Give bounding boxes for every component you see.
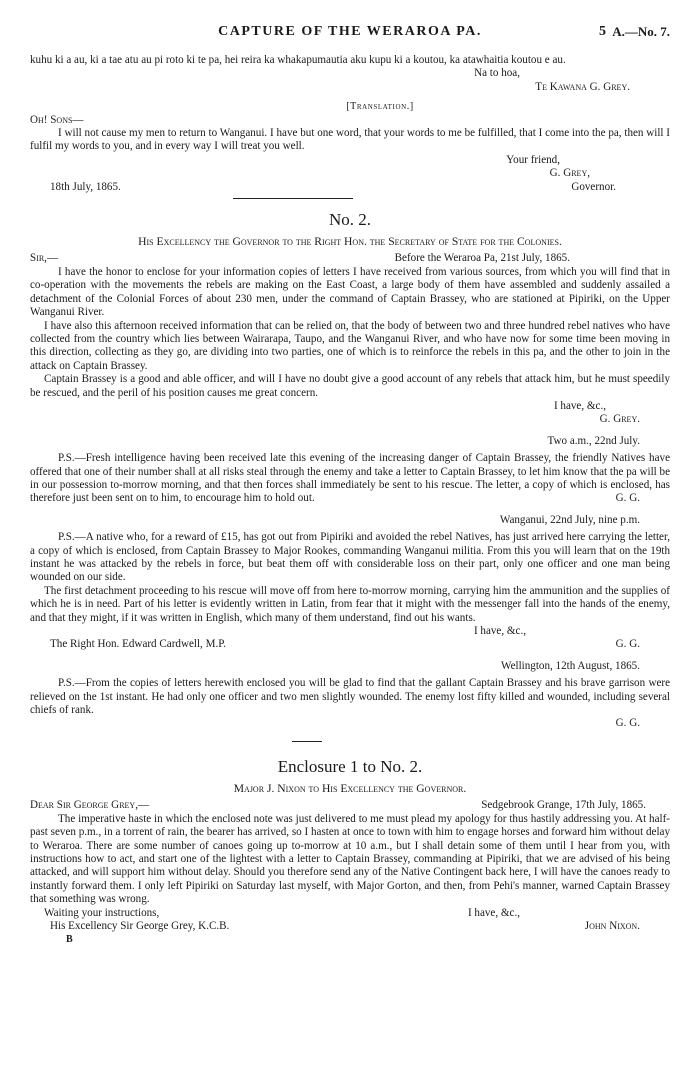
enclosure-closing: I have, &c., xyxy=(467,906,520,919)
enclosure-subheading: Major J. Nixon to His Excellency the Governor. xyxy=(233,781,467,795)
enclosure-waiting: Waiting your instructions, xyxy=(44,906,160,919)
translation-signature-name: G. Grey, xyxy=(549,167,590,180)
enclosure-dateline: Sedgebrook Grange, 17th July, 1865. xyxy=(481,799,646,812)
ps3-text: P.S.—From the copies of letters herewith enclosed you will be glad to find that the gallant Captain Brassey and his brave garrison were relieved on the 1st instant. He had only one officer and two men slightly wounded. The enemy lost fifty killed and wounded, including several chiefs of rank. xyxy=(30,677,670,717)
no2-subheading: His Excellency the Governor to the Right Hon. the Secretary of State for the Colonies. xyxy=(138,235,562,249)
no2-signature: G. Grey. xyxy=(599,413,640,426)
signature-mark: B xyxy=(66,934,73,946)
ps2-paragraph-2: The first detachment proceeding to his rescue will move off from here to-morrow morning, carrying him the ammunition and the supplies of which he is in need. Part of his letter is evidently written in Latin, from fear that it might with the messenger fall into the hands of the enemy, and that they might, if it was written in English, which many of them understand, find out his wants. xyxy=(30,584,670,624)
paper-reference: A.—No. 7. xyxy=(612,24,670,39)
no2-closing: I have, &c., xyxy=(553,399,606,412)
translation-closing: Your friend, xyxy=(506,153,560,166)
ps1-signature: G. G. xyxy=(615,492,640,505)
enclosure-addressee: His Excellency Sir George Grey, K.C.B. xyxy=(50,919,230,932)
ps2-paragraph-1: P.S.—A native who, for a reward of £15, has got out from Pipiriki and avoided the rebel Natives, has just arrived here carrying the letter, a copy of which is enclosed, from Captain Brassey to Major Rookes, commanding Wanganui militia. From this you will learn that on the 19th instant he was attacked by the rebels in force, but beat them off with considerable loss on their part, only one officer and one man being wounded on our side. xyxy=(30,531,670,584)
translation-body: I will not cause my men to return to Wanganui. I have but one word, that your words to me be fulfilled, that I come into the pa, then will I fulfil my words to you, and in every way I will treat you well. xyxy=(30,127,670,153)
running-header xyxy=(30,24,670,50)
ps2-signature: G. G. xyxy=(615,638,640,651)
maori-letter-signature: Te Kawana G. Grey. xyxy=(535,80,630,93)
maori-letter-closing: Na to hoa, xyxy=(474,67,520,80)
ps1-text: P.S.—Fresh intelligence having been received late this evening of the increasing danger of Captain Brassey, the friendly Natives have offered that one of their number shall at all risks steal through the enemy and take a letter to Captain Brassey, to let him know that the pa will be in our possession to-morrow morning, and that then forces shall immediately be sent to his rescue. The letter, a copy of which is enclosed, has therefore just been sent on to him, to encourage him to hold out. xyxy=(30,452,670,505)
translation-label: [Translation.] xyxy=(346,101,414,113)
ps3-signature: G. G. xyxy=(615,717,640,730)
no2-salutation: Sir,— xyxy=(30,252,59,265)
no2-heading: No. 2. xyxy=(328,210,372,230)
enclosure-signature: John Nixon. xyxy=(584,919,640,932)
no2-paragraph-1: I have the honor to enclose for your information copies of letters I have received from various sources, from which you will find that in co-operation with the movements the rebels are making on the East Coast, a large body of them have assembled and suddenly assailed a detachment of the Colonial Forces of about 230 men, under the command of Captain Brassey, who are stationed at Pipiriki, on the Upper Wanganui River. xyxy=(30,265,670,319)
enclosure-body: The imperative haste in which the enclosed note was just delivered to me must plead my apology for thus hastily addressing you. At half-past seven p.m., in a torrent of rain, the bearer has arrived, so I hasten at once to town with him to engage horses and forward him without delay to Weraroa. There are some number of canoes going up to-morrow at 10 a.m., but I shall detain some of them until I hear from you, with instructions how to act, and start one of the lightest with a letter to Captain Brassey, commanding at Pipiriki, that we are advised of his being attacked, and will support him without delay. Should you therefore send any of the Native Contingent back here, I will have the canoes ready to instantly forward them. I only left Pipiriki on Saturday last myself, with Major Gorton, and then, from Pehi's manner, warned Captain Brassey that something was wrong. xyxy=(30,812,670,906)
no2-paragraph-3: Captain Brassey is a good and able officer, and will I have no doubt give a good account of any rebels that attack him, but he must speedily be rescued, and the peril of his position causes me great concern. xyxy=(30,373,670,399)
no2-paragraph-2: I have also this afternoon received information that can be relied on, that the body of between two and three hundred rebel natives who have collected from the country which lies between Wairarapa, Taupo, and the Wanganui River, and who have now for some time been moving in this direction, collecting as they go, are dividing into two parties, one of which is to reinforce the rebels in this pa, and the other to join in the attack on Captain Brassey. xyxy=(30,319,670,372)
ps2-dateline: Wanganui, 22nd July, nine p.m. xyxy=(499,513,640,526)
page-title: CAPTURE OF THE WERAROA PA. xyxy=(218,24,482,39)
document-page xyxy=(30,24,670,947)
enclosure-heading: Enclosure 1 to No. 2. xyxy=(277,756,423,776)
page-number: 5 xyxy=(599,24,606,39)
no2-addressee: The Right Hon. Edward Cardwell, M.P. xyxy=(50,638,226,651)
ps2-closing: I have, &c., xyxy=(473,625,526,638)
no2-dateline: Before the Weraroa Pa, 21st July, 1865. xyxy=(394,252,570,265)
translation-signature-title: Governor. xyxy=(571,180,616,193)
ps3-dateline: Wellington, 12th August, 1865. xyxy=(500,659,640,672)
translation-date: 18th July, 1865. xyxy=(50,180,121,193)
enclosure-salutation: Dear Sir George Grey,— xyxy=(30,799,150,812)
translation-salutation: Oh! Sons— xyxy=(30,113,84,126)
maori-letter-text: kuhu ki a au, ki a tae atu au pi roto ki te pa, hei reira ka whakapumautia aku kupu ki a koutou, ka atawhaitia koutou e au. xyxy=(30,54,566,66)
ps1-dateline: Two a.m., 22nd July. xyxy=(547,434,640,447)
